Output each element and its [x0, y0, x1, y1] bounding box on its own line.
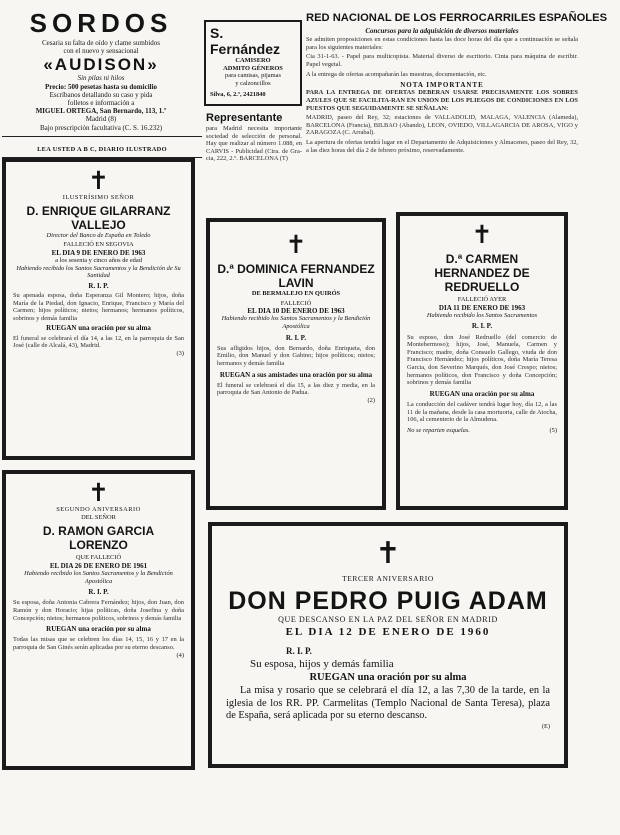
obituary-ruegan: RUEGAN a sus amistades una oración por su alma [219, 370, 373, 379]
obituary-name: DON PEDRO PUIG ADAM [228, 587, 548, 615]
renfe-important-body: PARA LA ENTREGA DE OFERTAS DEBERAN USARSE PRECISAMENTE LOS SOBRES AZULES QUE SE FACILITA-RAN EN UNION DE LOS PLIEGOS DE CONDICIONES EN LOS PUESTOS QUE SEGUIDAMENTE SE SEÑALAN: [306, 89, 578, 112]
cross-icon: ✝ [88, 478, 109, 507]
obituary-sacraments: Habiendo recibido los Santos Sacramentos y la Bendición Apostólica [24, 569, 173, 585]
renfe-title: RED NACIONAL DE LOS FERROCARRILES ESPAÑOLES [306, 12, 608, 24]
renfe-item: Cia 31-1-63. - Papel para multicopista. Material diverso de escritorio. Cinta para máquina de escribir. Papel vegetal. [306, 53, 578, 68]
obituary-tag: (5) [549, 426, 557, 434]
obituary-family: Su apenada esposa, doña Esperanza Gil Montero; hijos, doña María de la Piedad, don Ignacio, Enrique, Francisco y María del Carmen; hijos políticos; nietos; hermanos; hermanos políticos, sobrinos y demás familia [13, 291, 184, 322]
renfe-places: MADRID, paseo del Rey, 32; estaciones de VALLADOLID, MALAGA, VALENCIA (Alameda), BARCELONA (Francia), BILBAO (Abando), LEON, OVIEDO, VILLAGARCIA DE AROSA, VIGO y ZARAGOZA (C. Arrabal). [306, 114, 578, 137]
obituary-died: QUE FALLECIÓ [75, 554, 122, 562]
obituary-rip: R. I. P. [88, 588, 109, 597]
obituary-garcia [2, 470, 195, 770]
obituary-died: FALLECIÓ EN SEGOVIA [63, 241, 134, 249]
obituary-gilarranz [2, 158, 195, 460]
fernandez-ad [204, 20, 302, 106]
representante-title: Representante [206, 112, 283, 124]
sordos-city: Madrid (8) [85, 115, 117, 124]
renfe-intro: Se admiten proposiciones en estas condiciones hasta las doce horas del día que a continuación se señala para los siguientes materiales: [306, 36, 578, 51]
obituary-honorific: ILUSTRÍSIMO SEÑOR [62, 194, 135, 201]
obituary-funeral: El funeral se celebrará el día 15, a las diez y media, en la parroquia de San Antonio de Padua. [217, 381, 375, 397]
obituary-role: DE BERMALEJO EN QUIRÓS [251, 290, 341, 297]
obituary-rip: R. I. P. [285, 333, 307, 342]
cross-icon: ✝ [88, 166, 109, 195]
representante-body: para Madrid necesita importante sociedad de selección de personal. Hay que realizar al número 1.088, en CARVIS - Publicidad (Ctra. de Gra-cia, 222, 2.º. BARCELONA (T) [206, 125, 302, 163]
obituary-name: D. ENRIQUE GILARRANZ VALLEJO [26, 203, 171, 232]
obituary-date: EL DIA 9 DE ENERO DE 1963 [51, 248, 146, 257]
obituary-rip: R. I. P. [471, 322, 493, 331]
obituary-ruegan: RUEGAN una oración por su alma [46, 324, 151, 333]
obituary-honorific: SEGUNDO ANIVERSARIO [56, 506, 141, 513]
obituary-family: Su esposa, doña Antonia Cabrera Fernández; hijos, don Juan, don Ramón y don Horacio; hijas políticas, doña Josefina y doña Concepción; nietos; hermanos políticos, sobrinos y demás familia [13, 599, 184, 622]
obituary-tag: (4) [176, 651, 184, 659]
obituary-tag: (2) [367, 396, 375, 404]
sordos-footer: Bajo prescripción facultativa (C. S. 16.232) [39, 123, 163, 132]
obituary-died: FALLECIÓ [280, 299, 312, 307]
obituary-honorific: TERCER ANIVERSARIO [342, 574, 434, 583]
sordos-address: MIGUEL ORTEGA, San Bernardo, 113, 1.º [35, 107, 167, 116]
obituary-ruegan: RUEGAN una oración por su alma [309, 672, 467, 683]
fernandez-phone: Silva, 6, 2.º, 2421840 [210, 91, 266, 99]
renfe-note: A la entrega de ofertas acompañarán las muestras, documentación, etc. [306, 70, 487, 78]
obituary-date: EL DIA 26 DE ENERO DE 1961 [49, 561, 148, 570]
fernandez-initial: S. [210, 25, 224, 41]
sordos-line: folletos e información a [67, 99, 135, 108]
obituary-funeral: Todas las misas que se celebren los días 14, 15, 16 y 17 en la parroquia de San Ginés serán aplicadas por su eterno descanso. [13, 636, 184, 651]
obituary-died: FALLECIÓ AYER [457, 296, 507, 303]
obituary-name: D. RAMON GARCIA LORENZO [42, 524, 155, 553]
cross-icon: ✝ [471, 220, 493, 249]
obituary-family: Sus afligidos hijos, don Bernardo, doña Enriqueta, don Emilio, don Manuel y don Gabino; hijos políticos; nietos; hermanos y demás familia [217, 344, 375, 367]
obituary-date: DIA 11 DE ENERO DE 1963 [438, 303, 526, 312]
sordos-line: Escríbanos detallando su caso y pida [49, 90, 153, 99]
obituary-date: EL DIA 10 DE ENERO DE 1963 [247, 307, 345, 316]
obituary-rip: R. I. P. [286, 646, 312, 656]
obituary-funeral: La conducción del cadáver tendrá lugar hoy, día 12, a las 11 de la mañana, desde la casa mortuoria, calle de Atocha, 106, al cementerio de la Almudena. [407, 400, 557, 424]
banner-lector: LEA USTED A B C, DIARIO ILUSTRADO [2, 136, 202, 158]
obituary-mass: La misa y rosario que se celebrará el día 12, a las 7,30 de la tarde, en la iglesia de los RR. PP. Carmelitas (Templo Nacional de Santa Teresa), plaza de España, será aplicada por su eterno descanso. [226, 685, 550, 721]
obituary-footer: No se reparten esquelas. [407, 426, 470, 434]
obituary-rip: R. I. P. [88, 281, 109, 290]
obituary-date: EL DIA 12 DE ENERO DE 1960 [285, 626, 491, 638]
obituary-tag: (E) [541, 722, 550, 730]
sordos-brand: «AUDISON» [43, 55, 159, 75]
sordos-line: Cesaria su falta de oído y clame sumbidos [42, 39, 160, 47]
renfe-subtitle: Concursos para la adquisición de diversos materiales [365, 27, 519, 35]
sordos-title: SORDOS [29, 8, 173, 38]
fernandez-name: Fernández [210, 41, 281, 57]
obituary-ruegan: RUEGAN una oración por su alma [429, 389, 535, 398]
fernandez-subtitle: CAMISERO [235, 57, 271, 64]
obituary-funeral: El funeral se celebrará el día 14, a las 12, en la parroquia de San José (calle de Alcalá, 43), Madrid. [13, 334, 184, 350]
renfe-important-title: NOTA IMPORTANTE [400, 81, 484, 90]
obituary-hernandez [396, 212, 568, 510]
obituary-family: Su esposo, don José Redruello (del comercio de Montehermoso); hijos, José, Manuela, Carmen y Francisco; madre, doña Consuelo Gallego, viuda de don Francisco Hernández; hijos políticos, doña María Teresa Garcia, don Severino Marqués, don José Crespo; nietos; hermanos políticos, don Francisco y doña Concepción; sobrinos y demás familia [407, 333, 557, 387]
obituary-family: Su esposa, hijos y demás familia [250, 658, 394, 670]
fernandez-line: y calzoncillos [235, 79, 271, 87]
obituary-sacraments: Habiendo recibido los Santos Sacramentos y la Bendición Apostólica [221, 315, 371, 330]
fernandez-line: para camisas, pijamas [225, 72, 281, 80]
renfe-opening: La apertura de ofertas tendrá lugar en el Departamento de Adquisiciones y Almacenes, paseo del Rey, 32, a las diez horas del día 2 de febrero próximo, reservadamente. [306, 138, 578, 154]
obituary-rested: QUE DESCANSO EN LA PAZ DEL SEÑOR EN MADRID [278, 615, 498, 624]
representante-ad [206, 112, 302, 204]
renfe-announcement [306, 12, 608, 212]
obituary-name: D.ª CARMEN HERNANDEZ DE REDRUELLO [434, 252, 530, 294]
cross-icon: ✝ [285, 230, 307, 259]
obituary-puig-adam [208, 522, 568, 768]
obituary-sacraments: Habiendo recibido los Santos Sacramentos [426, 311, 538, 319]
obituary-lavin [206, 218, 386, 510]
sordos-ad [2, 10, 200, 130]
cross-icon: ✝ [375, 536, 401, 571]
obituary-honorific-2: DEL SEÑOR [81, 513, 116, 521]
obituary-ruegan: RUEGAN una oración por su alma [46, 625, 151, 634]
obituary-age: a los sesenta y cinco años de edad [55, 256, 142, 264]
sordos-line: Precio: 500 pesetas hasta su domicilio [44, 82, 158, 91]
obituary-tag: (3) [176, 349, 184, 357]
obituary-sacraments: Habiendo recibido los Santos Sacramentos y la Bendición de Su Santidad [16, 264, 181, 280]
sordos-line: Sin pilas ni hilos [77, 74, 125, 83]
obituary-name: D.ª DOMINICA FERNANDEZ LAVIN [217, 262, 375, 290]
sordos-line: con el nuevo y sensacional [63, 47, 139, 56]
obituary-role: Director del Banco de España en Toledo [46, 231, 151, 239]
fernandez-line: ADMITO GÉNEROS [223, 64, 283, 72]
